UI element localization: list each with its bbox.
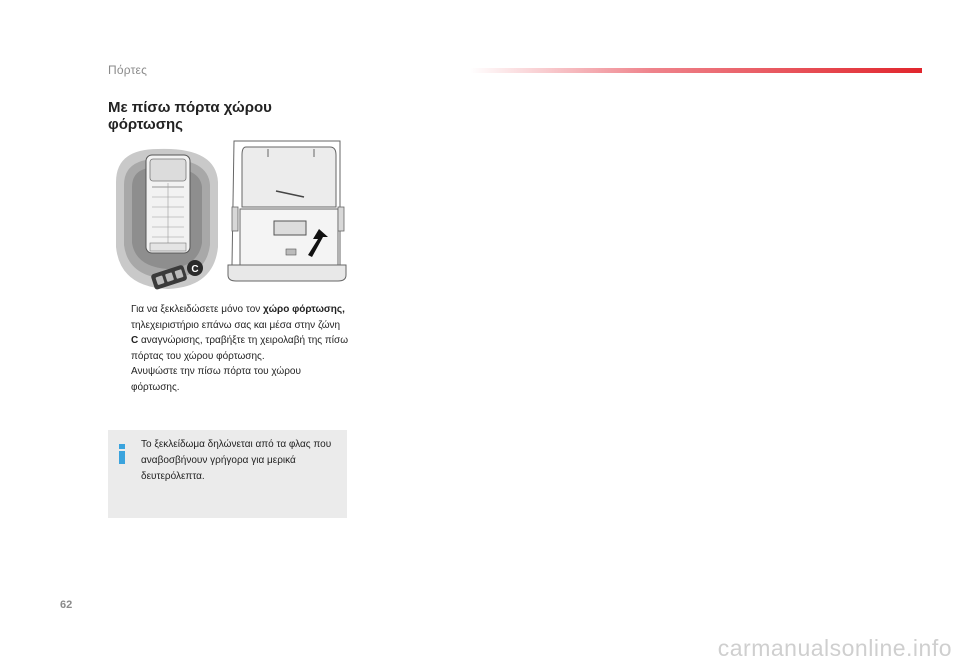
section-title: Πόρτες <box>108 63 148 77</box>
zone-label-text: C <box>191 264 199 275</box>
instruction-item <box>113 302 349 364</box>
instruction-text: Ανυψώστε την πίσω πόρτα του χώρου φόρτωσης. <box>131 366 301 393</box>
info-icon <box>118 442 126 464</box>
instruction-text: Για να ξεκλειδώσετε μόνο τον <box>131 304 264 315</box>
watermark: carmanualsonline.info <box>717 635 952 661</box>
rear-door-illustration <box>108 137 348 302</box>
instruction-text: αναγνώρισης, τραβήξτε τη χειρολαβή της πίσω πόρτας του χώρου φόρτωσης. <box>131 335 349 362</box>
instruction-emphasis: χώρο φόρτωσης, <box>263 304 345 315</box>
van-rear-view <box>228 141 346 281</box>
info-text: Το ξεκλείδωμα δηλώνεται από τα φλας που αναβοσβήνουν γρήγορα για μερικά δευτερόλεπτα. <box>141 439 332 482</box>
instruction-list <box>113 302 349 395</box>
instruction-item <box>113 364 349 395</box>
info-box <box>108 430 347 518</box>
instruction-text: τηλεχειριστήριο επάνω σας και μέσα στην ζώνη <box>131 319 341 331</box>
header-accent-bar <box>470 68 922 73</box>
instruction-emphasis: C <box>131 335 139 346</box>
page-number: 62 <box>60 599 73 611</box>
page-heading: Με πίσω πόρτα χώρου φόρτωσης <box>108 99 272 133</box>
